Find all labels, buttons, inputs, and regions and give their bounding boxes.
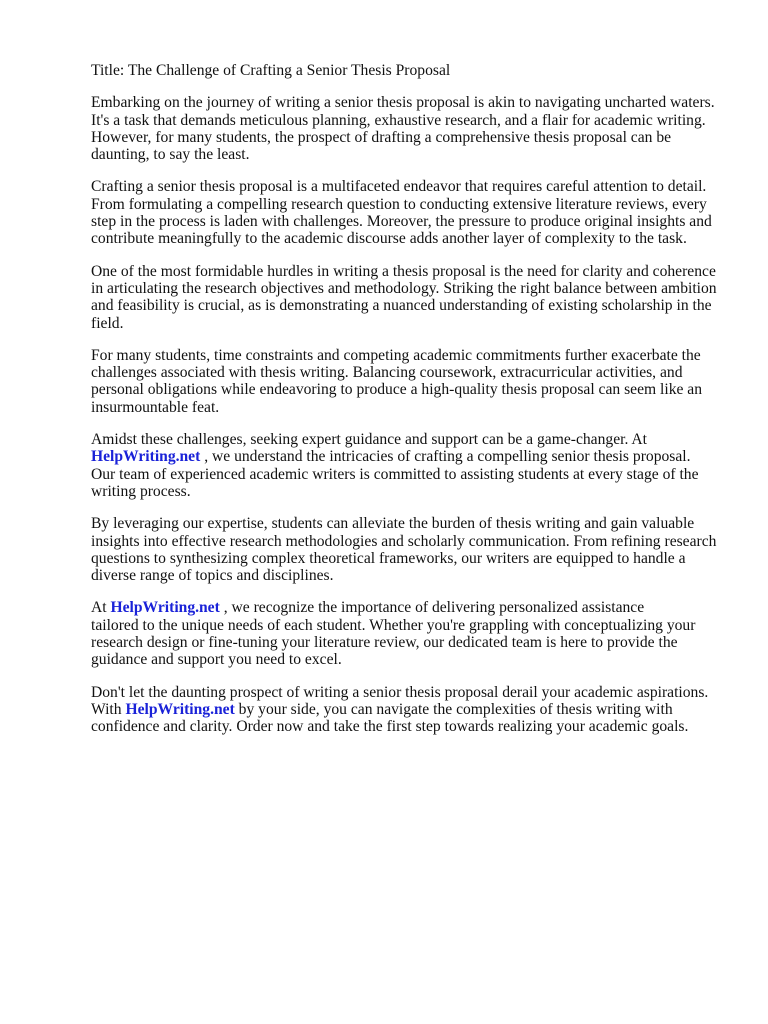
paragraph-closing-text-end: by your side, you can navigate the complexities of thesis writing with confidence and clarity. Order now and take the first step towards realizing your academic goals. (91, 700, 689, 736)
paragraph-guidance-text-start: Amidst these challenges, seeking expert guidance and support can be a game-changer. At (91, 431, 647, 449)
paragraph-time-constraints: For many students, time constraints and competing academic commitments further exacerbate the challenges associated with thesis writing. Balancing coursework, extracurricular activities, and personal obligations while endeavoring to produce a high-quality thesis proposal can seem like an insurmountable feat. (91, 346, 703, 416)
document-page (91, 62, 731, 751)
paragraph-personalized-text-start: At (91, 599, 111, 617)
paragraph-personalized-text-end: , we recognize the importance of delivering personalized assistance tailored to the unique needs of each student. Whether you're grappling with conceptualizing your research design or fine-tuning your literature review, our dedicated team is here to provide the guidance and support you need to excel. (91, 599, 696, 669)
paragraph-expertise: By leveraging our expertise, students can alleviate the burden of thesis writing and gain valuable insights into effective research methodologies and scholarly communication. From refining research questions to synthesizing complex theoretical frameworks, our writers are equipped to handle a diverse range of topics and disciplines. (91, 515, 717, 585)
paragraph-guidance (91, 431, 731, 500)
paragraph-closing (91, 684, 731, 736)
paragraph-personalized (91, 599, 731, 668)
helpwriting-link-2[interactable]: HelpWriting.net (110, 599, 220, 617)
paragraph-hurdles: One of the most formidable hurdles in writing a thesis proposal is the need for clarity and coherence in articulating the research objectives and methodology. Striking the right balance between ambition and feasibility is crucial, as is demonstrating a nuanced understanding of existing scholarship in the field. (91, 262, 717, 332)
paragraph-intro: Embarking on the journey of writing a senior thesis proposal is akin to navigating uncharted waters. It's a task that demands meticulous planning, exhaustive research, and a flair for academic writing. However, for many students, the prospect of drafting a comprehensive thesis proposal can be daunting, to say the least. (91, 94, 715, 164)
document-title: Title: The Challenge of Crafting a Senior Thesis Proposal (91, 62, 451, 79)
paragraph-multifaceted: Crafting a senior thesis proposal is a multifaceted endeavor that requires careful attention to detail. From formulating a compelling research question to conducting extensive literature reviews, every step in the process is laden with challenges. Moreover, the pressure to produce original insights and contribute meaningfully to the academic discourse adds another layer of complexity to the task. (91, 178, 712, 248)
helpwriting-link-1[interactable]: HelpWriting.net (91, 448, 201, 466)
helpwriting-link-3[interactable]: HelpWriting.net (125, 700, 235, 718)
paragraph-closing-text-start: Don't let the daunting prospect of writing a senior thesis proposal derail your academic aspirations. With (91, 683, 709, 718)
paragraph-guidance-text-end: , we understand the intricacies of crafting a compelling senior thesis proposal. Our team of experienced academic writers is committed to assisting students at every stage of the writing process. (91, 448, 699, 500)
